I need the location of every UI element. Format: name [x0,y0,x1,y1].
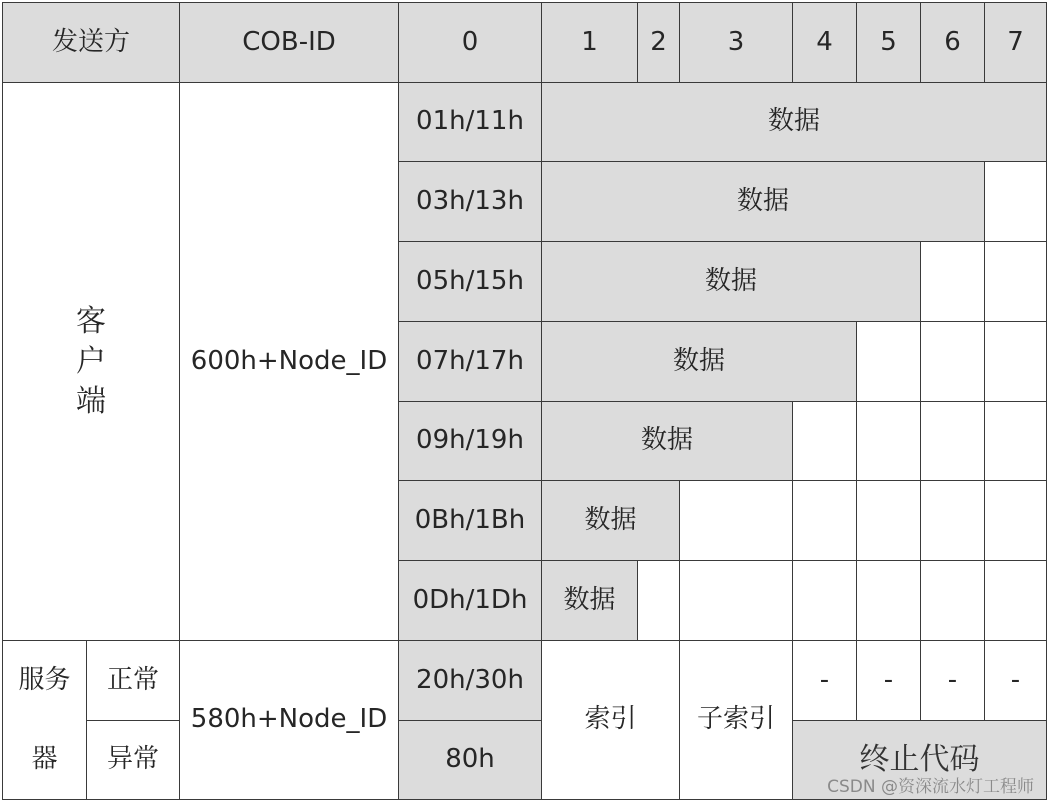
data-field: 数据 [541,241,921,322]
server-error-command: 80h [398,720,542,800]
data-field: 数据 [541,480,680,561]
empty-byte-cell [856,480,921,561]
empty-byte-cell [920,241,985,322]
empty-byte-cell [792,480,857,561]
header-byte-3: 3 [679,2,793,83]
client-cob-id: 600h+Node_ID [179,82,399,641]
client-label-char: 户 [76,343,106,379]
empty-byte-cell [792,560,857,641]
command-specifier: 01h/11h [398,82,542,162]
server-error-label: 异常 [86,720,180,800]
header-byte-7: 7 [984,2,1047,83]
empty-byte-cell [792,401,857,481]
server-normal-command: 20h/30h [398,640,542,721]
empty-byte-cell [856,401,921,481]
empty-byte-cell [920,401,985,481]
header-byte-4: 4 [792,2,857,83]
header-byte-0: 0 [398,2,542,83]
command-specifier: 0Bh/1Bh [398,480,542,561]
command-specifier: 07h/17h [398,321,542,402]
watermark: CSDN @资深流水灯工程师 [827,777,1034,797]
reserved-byte-dash: - [920,640,985,721]
client-label [2,82,180,641]
empty-byte-cell [920,480,985,561]
empty-byte-cell [920,321,985,402]
reserved-byte-dash: - [984,640,1047,721]
subindex-field: 子索引 [679,640,793,800]
server-label-top: 服务 [2,640,87,721]
empty-byte-cell [637,560,680,641]
header-byte-1: 1 [541,2,638,83]
empty-byte-cell [856,560,921,641]
server-cob-id: 580h+Node_ID [179,640,399,800]
abort-code-field: 终止代码 [792,720,1047,800]
empty-byte-cell [984,480,1047,561]
command-specifier: 03h/13h [398,161,542,242]
data-field: 数据 [541,321,857,402]
data-field: 数据 [541,560,638,641]
client-label-char: 客 [76,303,106,339]
command-specifier: 05h/15h [398,241,542,322]
empty-byte-cell [679,560,793,641]
data-field: 数据 [541,401,793,481]
header-byte-6: 6 [920,2,985,83]
empty-byte-cell [984,241,1047,322]
empty-byte-cell [984,560,1047,641]
reserved-byte-dash: - [792,640,857,721]
empty-byte-cell [984,321,1047,402]
header-byte-5: 5 [856,2,921,83]
empty-byte-cell [679,480,793,561]
data-field: 数据 [541,161,985,242]
empty-byte-cell [984,401,1047,481]
command-specifier: 0Dh/1Dh [398,560,542,641]
empty-byte-cell [856,321,921,402]
header-byte-2: 2 [637,2,680,83]
empty-byte-cell [984,161,1047,242]
command-specifier: 09h/19h [398,401,542,481]
client-label-char: 端 [76,383,106,419]
data-field: 数据 [541,82,1047,162]
index-field: 索引 [541,640,680,800]
server-label-bottom: 器 [2,720,87,800]
reserved-byte-dash: - [856,640,921,721]
header-cob-id: COB-ID [179,2,399,83]
empty-byte-cell [920,560,985,641]
header-sender: 发送方 [2,2,180,83]
server-normal-label: 正常 [86,640,180,721]
